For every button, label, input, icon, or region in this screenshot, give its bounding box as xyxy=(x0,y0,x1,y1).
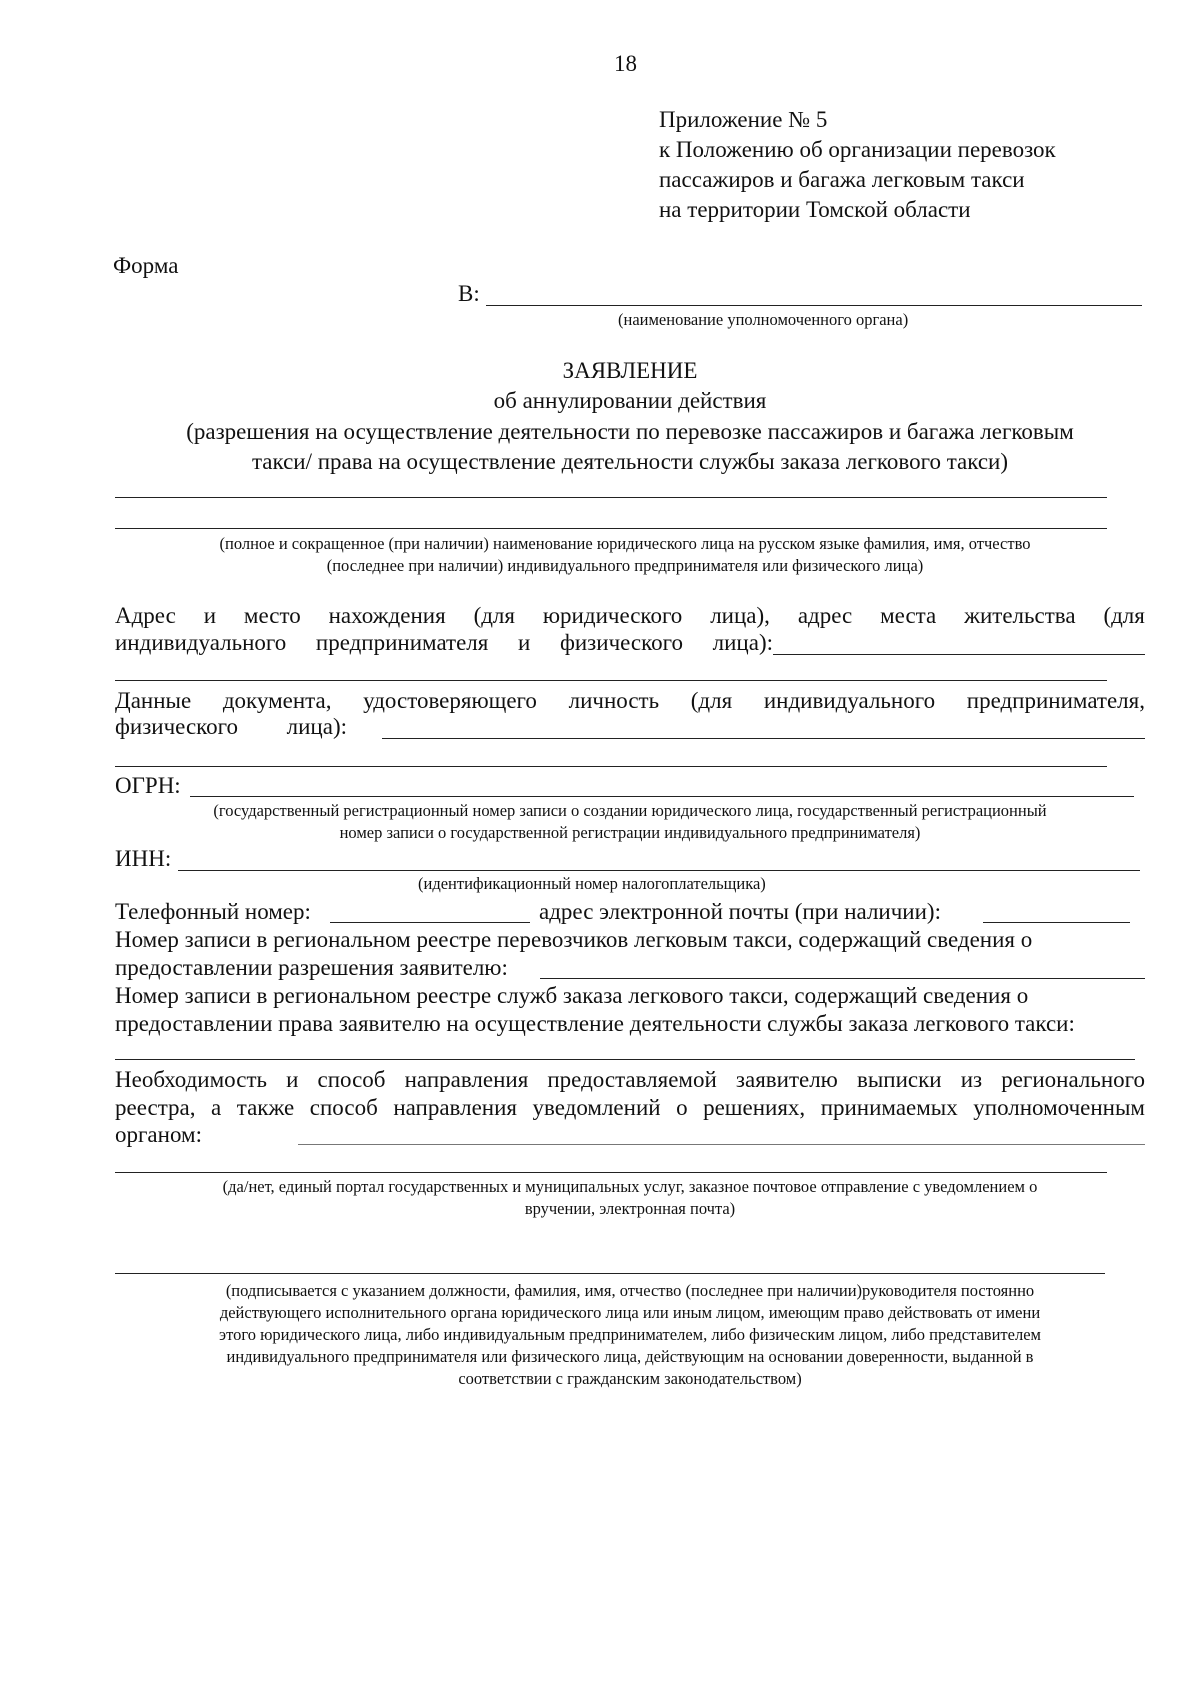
signature-caption-3: этого юридического лица, либо индивидуальным предпринимателем, либо физическим лицом, либо представителем xyxy=(219,1325,1041,1344)
identity-field-line-2[interactable] xyxy=(115,766,1107,767)
delivery-text-line-3: органом: xyxy=(115,1122,202,1147)
delivery-field-line-2[interactable] xyxy=(115,1172,1107,1173)
delivery-text-line-2: реестра, а также способ направления уведомлений о решениях, принимаемых уполномоченным xyxy=(115,1095,1145,1120)
dispatch-registry-line-2: предоставлении права заявителю на осуществление деятельности службы заказа легкового такси: xyxy=(115,1011,1075,1036)
email-field-line[interactable] xyxy=(983,922,1130,923)
document-subtitle-3: такси/ права на осуществление деятельности службы заказа легкового такси) xyxy=(251,449,1009,474)
ogrn-field-line[interactable] xyxy=(190,796,1134,797)
appendix-line-2: к Положению об организации перевозок xyxy=(659,137,1056,162)
dispatch-registry-line-1: Номер записи в региональном реестре служб заказа легкового такси, содержащий сведения о xyxy=(115,983,1029,1008)
to-caption: (наименование уполномоченного органа) xyxy=(618,310,909,329)
delivery-text-line-1: Необходимость и способ направления предоставляемой заявителю выписки из регионального xyxy=(115,1067,1145,1092)
address-field-line-2[interactable] xyxy=(115,680,1107,681)
delivery-caption-1: (да/нет, единый портал государственных и муниципальных услуг, заказное почтовое отправление с уведомлением о xyxy=(222,1177,1038,1196)
phone-label: Телефонный номер: xyxy=(115,899,311,924)
inn-caption: (идентификационный номер налогоплательщика) xyxy=(418,874,766,893)
ogrn-caption-2: номер записи о государственной регистрации индивидуального предпринимателя) xyxy=(339,823,921,842)
applicant-name-line-2[interactable] xyxy=(115,528,1107,529)
identity-field-line-1[interactable] xyxy=(382,738,1145,739)
appendix-line-1: Приложение № 5 xyxy=(659,107,828,132)
delivery-field-line-1[interactable] xyxy=(298,1144,1145,1145)
address-text-line-2: индивидуального предпринимателя и физического лица): xyxy=(115,630,773,655)
form-label: Форма xyxy=(113,253,179,278)
ogrn-caption-1: (государственный регистрационный номер записи о создании юридического лица, государственный регистрационный xyxy=(213,801,1047,820)
ogrn-label: ОГРН: xyxy=(115,773,181,798)
carrier-registry-field-line[interactable] xyxy=(540,978,1145,979)
signature-caption-1: (подписывается с указанием должности, фамилия, имя, отчество (последнее при наличии)руководителя постоянно xyxy=(225,1281,1035,1300)
address-field-line-1[interactable] xyxy=(773,654,1145,655)
inn-label: ИНН: xyxy=(115,846,172,871)
signature-caption-4: индивидуального предпринимателя или физического лица, действующим на основании доверенности, выданной в xyxy=(226,1347,1034,1366)
identity-text-line-2: физического лица): xyxy=(115,714,347,739)
phone-field-line[interactable] xyxy=(330,922,530,923)
appendix-line-4: на территории Томской области xyxy=(659,197,971,222)
signature-field-line[interactable] xyxy=(115,1273,1105,1274)
page-number: 18 xyxy=(614,51,637,76)
email-label: адрес электронной почты (при наличии): xyxy=(539,899,941,924)
delivery-caption-2: вручении, электронная почта) xyxy=(524,1199,736,1218)
applicant-caption-1: (полное и сокращенное (при наличии) наименование юридического лица на русском языке фамилия, имя, отчество xyxy=(219,534,1031,553)
to-label: В: xyxy=(458,281,480,306)
applicant-name-line-1[interactable] xyxy=(115,497,1107,498)
identity-text-line-1: Данные документа, удостоверяющего личность (для индивидуального предпринимателя, xyxy=(115,688,1145,713)
signature-caption-2: действующего исполнительного органа юридического лица или иным лицом, имеющим право действовать от имени xyxy=(219,1303,1041,1322)
applicant-caption-2: (последнее при наличии) индивидуального предпринимателя или физического лица) xyxy=(326,556,924,575)
signature-caption-5: соответствии с гражданским законодательством) xyxy=(458,1369,802,1388)
address-text-line-1: Адрес и место нахождения (для юридического лица), адрес места жительства (для xyxy=(115,603,1145,628)
carrier-registry-line-1: Номер записи в региональном реестре перевозчиков легковым такси, содержащий сведения о xyxy=(115,927,1033,952)
document-subtitle-2: (разрешения на осуществление деятельности по перевозке пассажиров и багажа легковым xyxy=(186,419,1074,444)
to-field-line[interactable] xyxy=(486,305,1142,306)
document-subtitle-1: об аннулировании действия xyxy=(493,388,767,413)
carrier-registry-line-2: предоставлении разрешения заявителю: xyxy=(115,955,508,980)
document-title: ЗАЯВЛЕНИЕ xyxy=(562,358,698,383)
inn-field-line[interactable] xyxy=(178,870,1140,871)
dispatch-registry-field-line[interactable] xyxy=(115,1059,1135,1060)
appendix-line-3: пассажиров и багажа легковым такси xyxy=(659,167,1025,192)
